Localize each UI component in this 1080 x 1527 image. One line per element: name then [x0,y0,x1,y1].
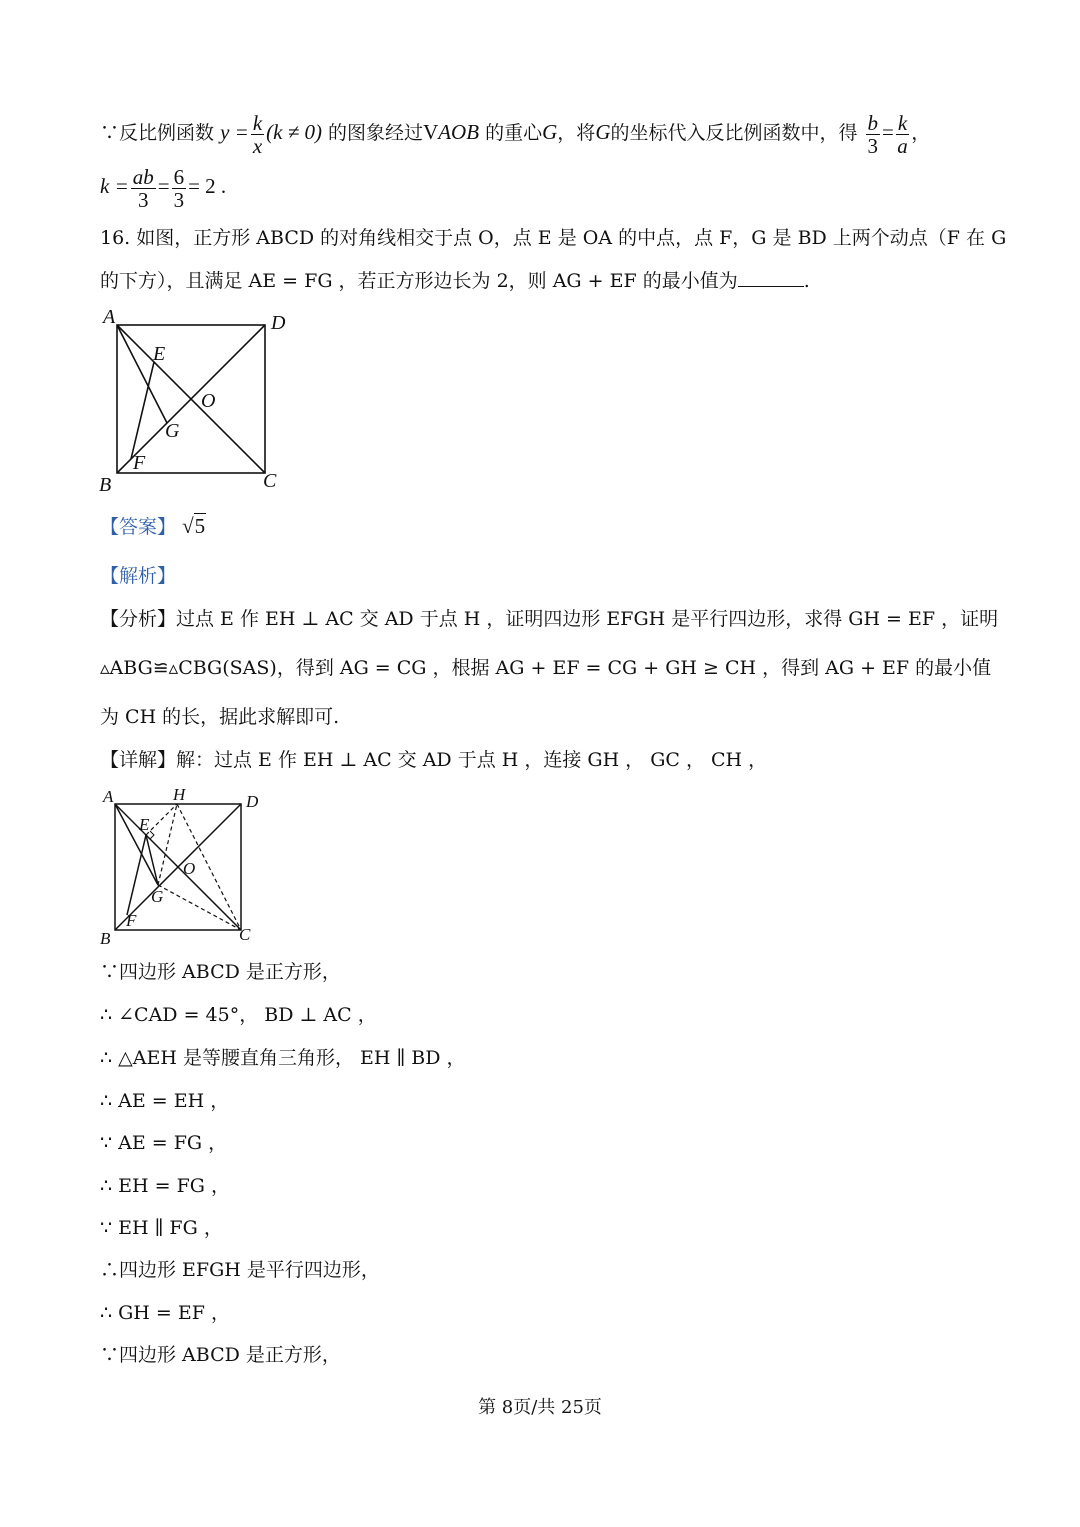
label-g-2: G [151,887,164,906]
label-e: E [153,343,166,365]
step-7: ∵ EH ∥ FG ， [100,1217,223,1239]
step-5: ∵ AE = FG ， [100,1132,228,1154]
label-g: G [165,420,180,442]
step-4: ∴ AE = EH ， [100,1090,230,1112]
label-o-2: O [183,859,196,878]
answer-line [100,514,206,539]
label-b: B [99,474,112,495]
because-symbol: ∵ [100,122,120,144]
answer-label: 【答案】 [100,516,177,538]
label-f-2: F [126,911,137,930]
point-g-2: G [595,120,611,144]
intro-text-5: 的坐标代入反比例函数中，得 [610,122,858,144]
label-o: O [201,390,216,412]
segment-ag [117,325,167,423]
label-b-2: B [100,929,111,947]
right-angle-mark [150,831,154,839]
b-over-3-fraction: $\frac{b}{3}$ [867,110,879,158]
intro-text-4: ，将 [557,122,596,144]
q16-line-2-text: 的下方），且满足 AE = FG ，若正方形边长为 2，则 AG + EF 的最小值为 [100,270,738,292]
segment-gc [158,885,241,930]
k-equals: k = [100,174,129,198]
step-6: ∴ EH = FG ， [100,1175,230,1197]
triangle-aob: AOB [438,120,480,144]
step-1: ∵四边形 ABCD 是正方形， [100,961,341,983]
comma: ， [911,122,931,144]
k-line [100,160,226,213]
y-equals: y = [220,120,249,144]
figure-square-abcd [95,305,310,495]
ab-over-3-fraction: $\frac{ab}{3}$ [132,164,154,212]
page-footer: 第 8页/共 25页 [478,1397,602,1418]
intro-text-2: 的图象经过 [328,122,424,144]
step-10: ∵四边形 ABCD 是正方形， [100,1344,341,1366]
figure-square-with-h [95,782,270,947]
segment-ef-2 [127,835,146,915]
k-over-a-fraction: $\frac{k}{a}$ [897,110,908,158]
analysis-line-1: 【分析】过点 E 作 EH ⊥ AC 交 AD 于点 H ，证明四边形 EFGH 是平行四边形，求得 GH = EF ，证明 [100,608,999,630]
segment-gh [158,804,177,885]
label-d-2: D [246,792,259,811]
label-d: D [271,312,286,334]
analysis-label: 【解析】 [100,565,177,587]
intro-text-1: 反比例函数 [119,122,215,144]
triangle-symbol: V [423,120,439,144]
k-condition: (k ≠ 0) [266,120,322,144]
detail-line-1: 【详解】解：过点 E 作 EH ⊥ AC 交 AD 于点 H ，连接 GH ， GC ， CH ， [100,749,768,771]
answer-sqrt: √5 [182,514,206,538]
equals-sign: = [882,120,894,144]
step-9: ∴ GH = EF ， [100,1302,230,1324]
analysis-line-3: 为 CH 的长，据此求解即可. [100,706,340,728]
q16-line-1: 16. 如图，正方形 ABCD 的对角线相交于点 O，点 E 是 OA 的中点，点 F，G 是 BD 上两个动点（F 在 G [100,227,1007,249]
analysis-line-2: ▵ABG≌▵CBG(SAS)，得到 AG = CG ，根据 AG + EF = CG + GH ≥ CH ，得到 AG + EF 的最小值 [100,657,992,679]
label-f: F [133,452,146,474]
step-2: ∴ ∠CAD = 45°， BD ⊥ AC ， [100,1004,377,1026]
answer-blank [738,268,804,287]
label-e-2: E [139,815,150,834]
label-a: A [103,306,116,328]
equals-sign-2: = [157,174,170,198]
k-over-x-fraction: $\frac{k}{x}$ [252,110,263,158]
intro-text-3: 的重心 [485,122,543,144]
step-8: ∴四边形 EFGH 是平行四边形， [100,1259,380,1281]
segment-eh [146,804,177,835]
label-c-2: C [239,925,251,944]
segment-ge-2 [146,835,158,885]
point-g: G [542,120,558,144]
label-c: C [263,470,277,492]
label-h-2: H [173,785,186,804]
step-3: ∴ △AEH 是等腰直角三角形， EH ∥ BD ， [100,1047,466,1069]
6-over-3-fraction: $\frac{6}{3}$ [173,164,185,212]
q16-line-2 [100,268,810,293]
label-a-2: A [103,787,114,806]
intro-line [100,106,930,159]
q16-period: . [803,270,810,292]
k-result: = 2 . [188,174,227,198]
